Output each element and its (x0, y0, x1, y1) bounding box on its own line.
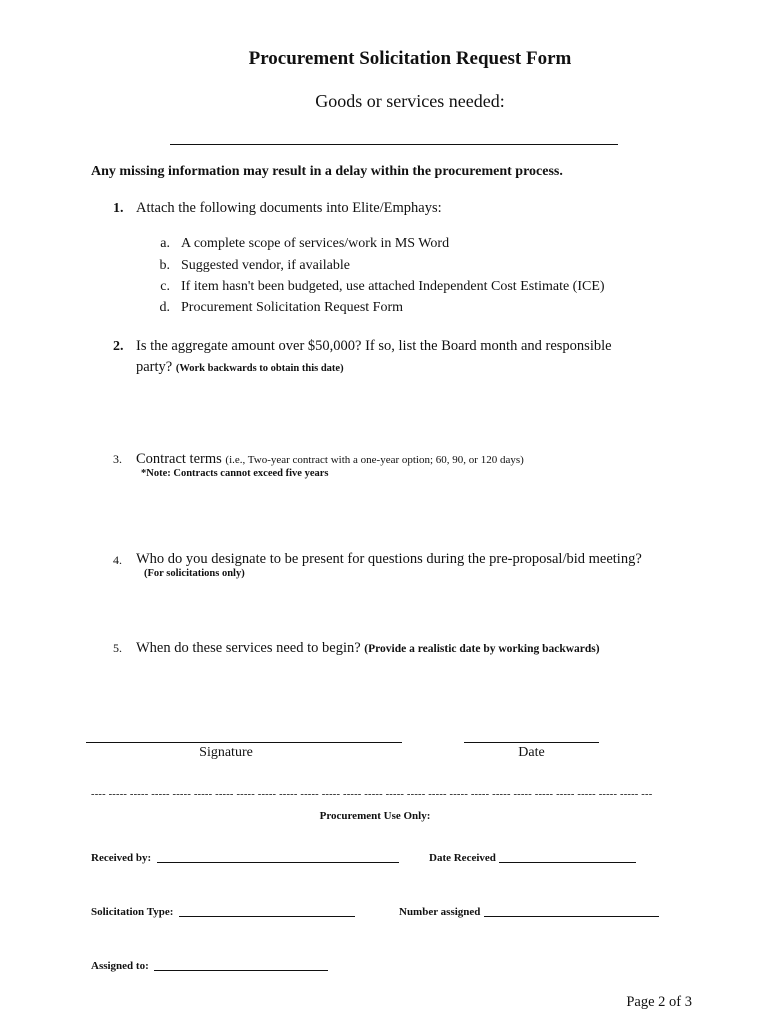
date-line[interactable] (464, 742, 599, 743)
item-1-number: 1. (113, 201, 124, 216)
received-by-label: Received by: (91, 852, 152, 864)
item-4-text: Who do you designate to be present for questions during the pre-proposal/bid meeting? (136, 551, 642, 567)
signature-label: Signature (199, 745, 253, 760)
subitem-a-letter: a. (160, 236, 170, 251)
item-3-line (136, 450, 524, 468)
item-1-text: Attach the following documents into Elite/Emphays: (136, 200, 442, 216)
item-3-text: Contract terms (136, 451, 226, 467)
item-4-number: 4. (113, 553, 122, 567)
item-5-text: When do these services need to begin? (136, 640, 365, 656)
number-assigned-field[interactable] (484, 916, 659, 917)
form-subtitle: Goods or services needed: (315, 91, 505, 111)
subitem-b-text: Suggested vendor, if available (181, 258, 350, 273)
form-title: Procurement Solicitation Request Form (248, 48, 572, 69)
date-label: Date (518, 745, 545, 760)
solicitation-type-field[interactable] (179, 916, 355, 917)
item-2-number: 2. (113, 339, 124, 354)
item-2-text-line1: Is the aggregate amount over $50,000? If so, list the Board month and responsible (136, 338, 612, 354)
item-2-text-line2: party? (136, 359, 176, 375)
missing-info-warning: Any missing information may result in a delay within the procurement process. (91, 164, 563, 179)
item-5-note: (Provide a realistic date by working backwards) (364, 643, 600, 655)
assigned-to-label: Assigned to: (91, 960, 149, 972)
subitem-d-letter: d. (159, 300, 170, 315)
goods-services-answer-line[interactable] (170, 144, 618, 145)
item-3-detail: (i.e., Two-year contract with a one-year option; 60, 90, or 120 days) (225, 454, 524, 466)
signature-line[interactable] (86, 742, 402, 743)
procurement-use-title: Procurement Use Only: (319, 810, 431, 822)
section-divider: ---- ----- ----- ----- ----- ----- ----- ----- ----- ----- ----- ----- ----- ----- ----- ----- ----- ----- ----- ----- ----- ----- ----- ----- ----- ----- --- (91, 789, 653, 800)
item-4-note: (For solicitations only) (144, 568, 245, 579)
date-received-field[interactable] (499, 862, 636, 863)
assigned-to-field[interactable] (154, 970, 328, 971)
subitem-c-letter: c. (160, 279, 170, 294)
date-received-label: Date Received (429, 852, 496, 864)
solicitation-type-label: Solicitation Type: (91, 906, 174, 918)
subitem-b-letter: b. (159, 258, 170, 273)
item-3-number: 3. (113, 452, 122, 466)
item-2-answer-area[interactable] (136, 430, 636, 431)
number-assigned-label: Number assigned (399, 906, 481, 918)
item-5-number: 5. (113, 641, 122, 655)
received-by-field[interactable] (157, 862, 399, 863)
subitem-a-text: A complete scope of services/work in MS Word (181, 236, 450, 251)
item-5-line (136, 639, 600, 657)
item-2-note: (Work backwards to obtain this date) (175, 363, 344, 374)
subitem-c-text: If item hasn't been budgeted, use attached Independent Cost Estimate (ICE) (181, 279, 605, 294)
subitem-d-text: Procurement Solicitation Request Form (181, 300, 404, 315)
page-number: Page 2 of 3 (626, 994, 692, 1010)
item-2-line2 (136, 358, 344, 376)
item-3-note: *Note: Contracts cannot exceed five years (141, 468, 329, 479)
